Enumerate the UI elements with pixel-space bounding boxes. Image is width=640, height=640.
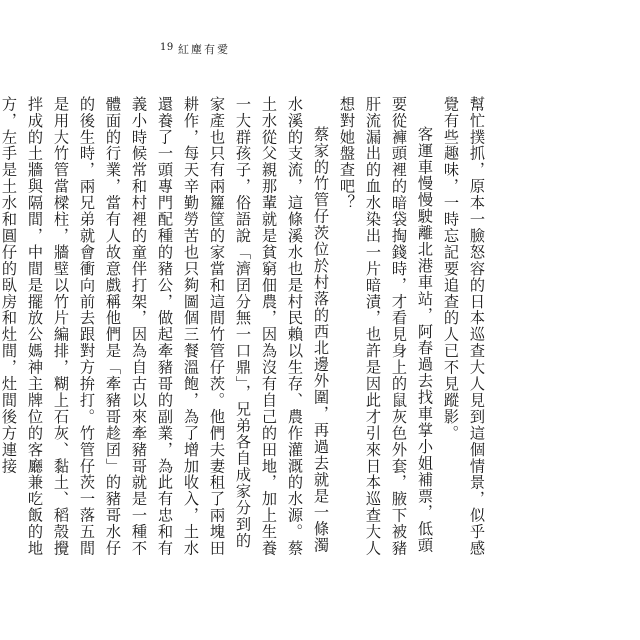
vertical-text-block xyxy=(0,96,490,558)
running-title: 紅塵有愛 xyxy=(178,43,230,56)
paragraph-1: 幫忙撲抓，原本一臉怒容的日本巡查大人見到這個情景，似乎感覺有些趣味，一時忘記要追查的人已不見蹤影。 xyxy=(442,96,486,557)
paragraph-2: 客運車慢慢駛離北港車站，阿春過去找車掌小姐補票，低頭要從褲頭裡的暗袋掏錢時，才看見身上的鼠灰色外套，腋下被豬肝流漏出的血水染出一片暗漬，也許是因此才引來日本巡查大人想對她盤查吧？ xyxy=(338,96,434,557)
page-number: 19 xyxy=(160,42,174,53)
paragraph-3: 蔡家的竹管仔茨位於村落的西北邊外圍，再過去就是一條濁水溪的支流，這條溪水也是村民賴以生存、農作灌溉的水源。蔡土水從父親那輩就是貧窮佃農，因為沒有自己的田地，加上生養一大群孩子，俗語說「濟囝分無一口鼎」，兄弟各自成家分到的家產也只有兩籮筐的家當和這間竹管仔茨。他們夫妻租了兩塊田耕作，每天辛勤勞苦也只夠圖個三餐溫飽，為了增加收入，土水還養了一頭專門配種的豬公，做起牽豬哥的副業，為此有忠和有義小時候常和村裡的童伴打架，因為自古以來牽豬哥就是一種不體面的行業，當有人故意戲稱他們是「牽豬哥趁囝」的豬哥水仔的後生時，兩兄弟就會衝向前去跟對方拚打。竹管仔茨一落五間是用大竹管當樑柱，牆壁以竹片編排，糊上石灰、黏土、稻殼攪拌成的土牆與隔間，中間是擺放公媽神主牌位的客廳兼吃飯的地方，左手是土水和圓仔的臥房和灶間，灶間後方連接 xyxy=(0,96,330,557)
